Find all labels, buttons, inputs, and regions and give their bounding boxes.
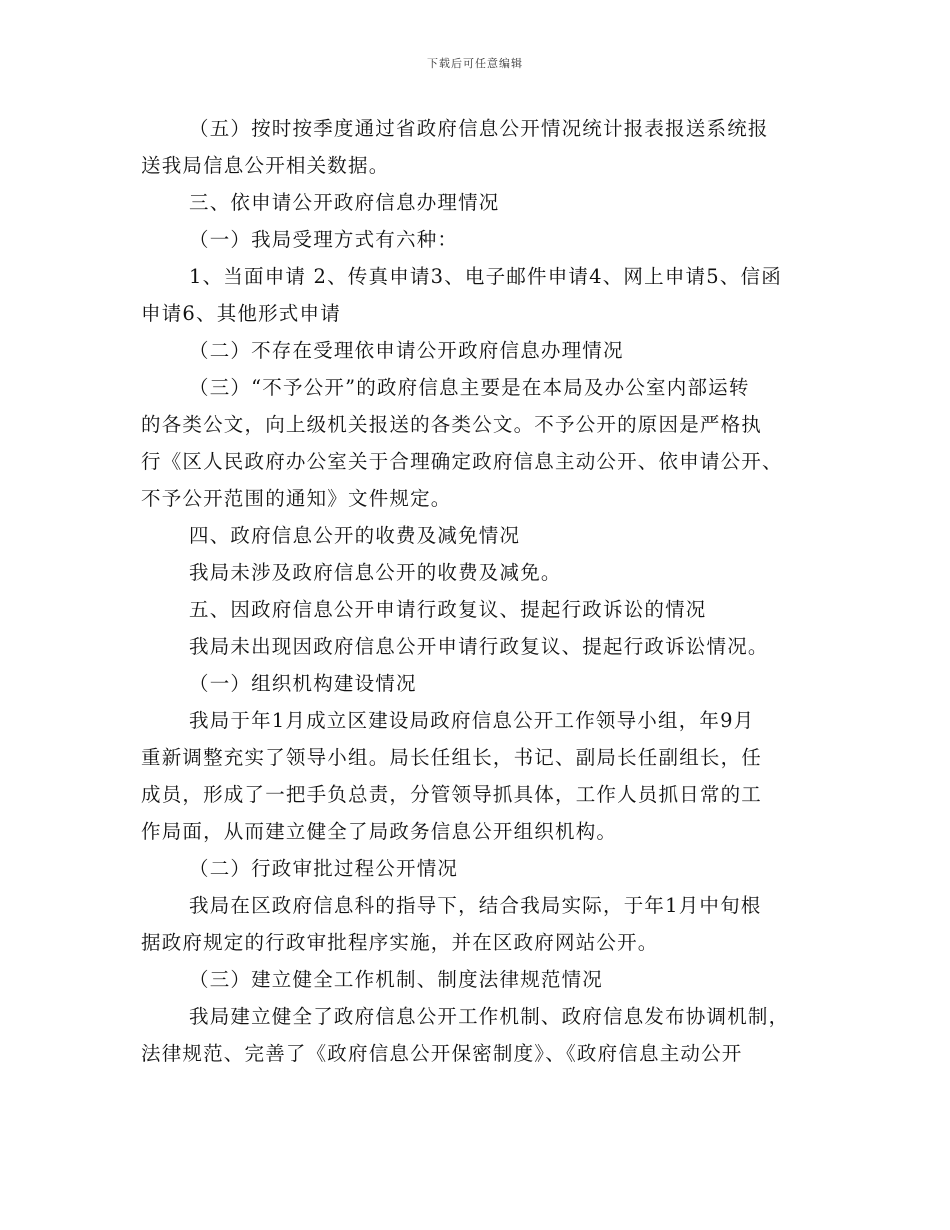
paragraph-line: 据政府规定的行政审批程序实施，并在区政府网站公开。	[141, 931, 659, 954]
subsection-heading: （一）组织机构建设情况	[189, 672, 417, 695]
paragraph-line: 不予公开范围的通知》文件规定。	[141, 487, 452, 510]
section-heading: 三、依申请公开政府信息办理情况	[189, 191, 500, 214]
paragraph-line: 行《区人民政府办公室关于合理确定政府信息主动公开、依申请公开、	[141, 450, 783, 473]
page-header: 下载后可任意编辑	[427, 57, 523, 70]
paragraph-line: 我局于年1月成立区建设局政府信息公开工作领导小组，年9月	[189, 709, 755, 732]
document-body	[141, 110, 809, 1072]
paragraph-line: （三）“不予公开”的政府信息主要是在本局及办公室内部运转	[189, 376, 750, 399]
paragraph-line: 我局未涉及政府信息公开的收费及减免。	[189, 561, 562, 584]
paragraph-line: 申请6、其他形式申请	[141, 302, 341, 325]
subsection-heading: （二）行政审批过程公开情况	[189, 857, 459, 880]
subsection-heading: （二）不存在受理依申请公开政府信息办理情况	[189, 339, 624, 362]
subsection-heading: （三）建立健全工作机制、制度法律规范情况	[189, 968, 604, 991]
paragraph-line: 我局建立健全了政府信息公开工作机制、政府信息发布协调机制，	[189, 1005, 790, 1028]
paragraph-line: 的各类公文，向上级机关报送的各类公文。不予公开的原因是严格执	[141, 413, 763, 436]
paragraph-line: （五）按时按季度通过省政府信息公开情况统计报表报送系统报	[189, 117, 769, 140]
paragraph-line: 成员，形成了一把手负总责，分管领导抓具体，工作人员抓日常的工	[141, 783, 763, 806]
paragraph-line: 重新调整充实了领导小组。局长任组长，书记、副局长任副组长，任	[141, 746, 763, 769]
paragraph-line: 我局未出现因政府信息公开申请行政复议、提起行政诉讼情况。	[189, 635, 769, 658]
paragraph-line: 我局在区政府信息科的指导下，结合我局实际，于年1月中旬根	[189, 894, 762, 917]
paragraph-line: 1、当面申请 2、传真申请3、电子邮件申请4、网上申请5、信函	[189, 265, 782, 288]
paragraph-line: 作局面，从而建立健全了局政务信息公开组织机构。	[141, 820, 618, 843]
paragraph-line: 法律规范、完善了《政府信息公开保密制度》、《政府信息主动公开	[141, 1042, 743, 1065]
section-heading: 四、政府信息公开的收费及减免情况	[189, 524, 521, 547]
paragraph-line: 送我局信息公开相关数据。	[141, 154, 390, 177]
subsection-heading: （一）我局受理方式有六种：	[189, 228, 459, 251]
section-heading: 五、因政府信息公开申请行政复议、提起行政诉讼的情况	[189, 598, 707, 621]
